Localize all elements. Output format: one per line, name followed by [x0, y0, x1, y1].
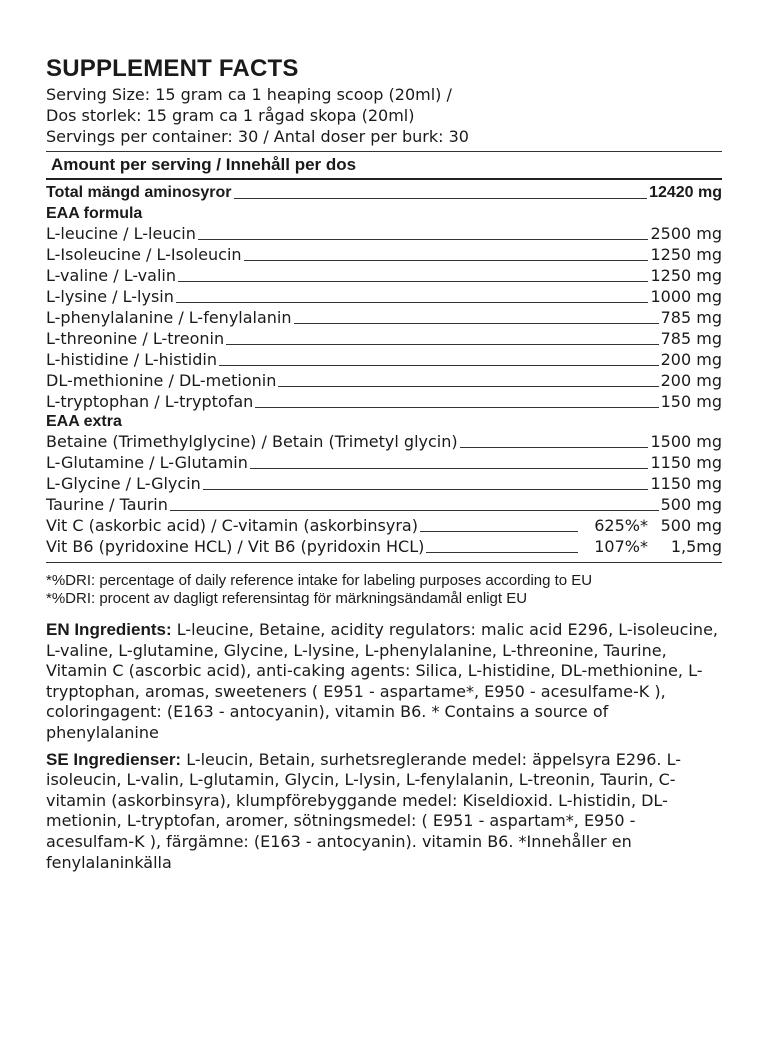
nutrient-row	[46, 536, 722, 557]
nutrient-row	[46, 391, 722, 412]
ingredients-se	[46, 750, 722, 874]
nutrient-name: L-Glutamine / L-Glutamin	[46, 453, 248, 472]
supplement-facts-panel	[46, 54, 722, 873]
leader-line	[244, 260, 649, 261]
nutrient-row	[46, 349, 722, 370]
nutrient-name: L-histidine / L-histidin	[46, 350, 217, 369]
nutrient-amount: 1500 mg	[650, 432, 722, 451]
leader-line	[255, 407, 658, 408]
leader-line	[178, 281, 648, 282]
leader-line	[250, 468, 649, 469]
nutrient-amount: 1250 mg	[650, 245, 722, 264]
leader-line	[460, 447, 649, 448]
amount-per-serving-header: Amount per serving / Innehåll per dos	[51, 155, 357, 174]
nutrient-name: L-Isoleucine / L-Isoleucin	[46, 245, 242, 264]
nutrient-name: DL-methionine / DL-metionin	[46, 371, 277, 390]
leader-line	[294, 323, 659, 324]
ingredients-en	[46, 620, 722, 744]
nutrient-amount: 500 mg	[660, 516, 722, 535]
leader-line	[176, 302, 649, 303]
nutrient-amount: 1000 mg	[650, 287, 722, 306]
nutrient-amount: 200 mg	[660, 371, 722, 390]
divider	[46, 562, 722, 563]
nutrient-amount: 200 mg	[660, 350, 722, 369]
nutrient-row	[46, 494, 722, 515]
dri-footnote-en: *%DRI: percentage of daily reference intake for labeling purposes according to EU	[46, 572, 593, 589]
dri-footnote-se: *%DRI: procent av dagligt referensintag för märkningsändamål enligt EU	[46, 590, 528, 607]
nutrient-row	[46, 286, 722, 307]
nutrient-row	[46, 265, 722, 286]
dri-footnotes	[46, 572, 722, 608]
nutrient-row	[46, 307, 722, 328]
nutrient-name: L-leucine / L-leucin	[46, 224, 196, 243]
nutrient-amount: 1150 mg	[650, 474, 722, 493]
nutrient-name: L-valine / L-valin	[46, 266, 176, 285]
nutrient-row	[46, 370, 722, 391]
total-amino-label: Total mängd aminosyror	[46, 184, 232, 201]
nutrient-amount: 500 mg	[660, 495, 722, 514]
leader-line	[426, 552, 578, 553]
leader-line	[420, 531, 578, 532]
leader-line	[219, 365, 659, 366]
nutrient-amount: 1250 mg	[650, 266, 722, 285]
nutrient-amount: 785 mg	[660, 308, 722, 327]
nutrient-name: Vit B6 (pyridoxine HCL) / Vit B6 (pyridoxin HCL)	[46, 537, 425, 556]
leader-line	[278, 386, 658, 387]
nutrient-dri-percent: 107%*	[594, 537, 648, 556]
nutrient-name: L-lysine / L-lysin	[46, 287, 174, 306]
nutrient-amount: 1,5mg	[670, 537, 722, 556]
nutrient-amount: 150 mg	[660, 392, 722, 411]
ingredients-en-label: EN Ingredients:	[46, 620, 172, 639]
ingredients-se-label: SE Ingredienser:	[46, 749, 182, 769]
serving-size-swedish: Dos storlek: 15 gram ca 1 rågad skopa (20ml)	[46, 106, 415, 125]
servings-per-container: Servings per container: 30 / Antal doser per burk: 30	[46, 127, 469, 146]
nutrient-name: L-tryptophan / L-tryptofan	[46, 392, 254, 411]
nutrient-row	[46, 244, 722, 265]
leader-line	[170, 510, 659, 511]
nutrient-row	[46, 473, 722, 494]
leader-line	[203, 489, 649, 490]
nutrient-row	[46, 328, 722, 349]
leader-line	[198, 239, 649, 240]
eaa-formula-heading: EAA formula	[46, 205, 143, 222]
serving-size: Serving Size: 15 gram ca 1 heaping scoop (20ml) /	[46, 85, 452, 104]
nutrient-name: L-Glycine / L-Glycin	[46, 474, 201, 493]
ingredients-se-text: L-leucin, Betain, surhetsreglerande medel: äppelsyra E296. L-isoleucin, L-valin, L-glutamin, Glycin, L-lysin, L-fenylalanin, L-treonin, Taurin, C-vitamin (askorbinsyra), klumpförebyggande medel: Kiseldioxid. L-histidin, DL-metionin, L-tryptofan, aromer, sötningsmedel: ( E951 - aspartam*, E950 - acesulfam-K ), färgämne: (E163 - antocyanin). vitamin B6. *Innehåller en fenylalaninkälla	[46, 749, 681, 872]
panel-title: SUPPLEMENT FACTS	[46, 55, 299, 82]
divider-thick	[46, 178, 722, 180]
nutrient-row	[46, 515, 722, 536]
nutrient-name: Betaine (Trimethylglycine) / Betain (Trimetyl glycin)	[46, 432, 458, 451]
leader-line	[234, 198, 648, 199]
ingredients-en-text: L-leucine, Betaine, acidity regulators: malic acid E296, L-isoleucine, L-valine, L-glutamine, Glycine, L-lysine, L-phenylalanine, L-threonine, Taurine, Vitamin C (ascorbic acid), anti-caking agents: Silica, L-histidine, DL-methionine, L-tryptophan, aromas, sweeteners ( E951 - aspartame*, E950 - acesulfame-K ), coloringagent: (E163 - antocyanin), vitamin B6. * Contains a source of phenylalanine	[46, 620, 718, 742]
total-amino-amount: 12420 mg	[649, 184, 722, 201]
leader-line	[226, 344, 659, 345]
eaa-extra-heading: EAA extra	[46, 413, 122, 430]
nutrient-row	[46, 223, 722, 244]
nutrient-name: Vit C (askorbic acid) / C-vitamin (askorbinsyra)	[46, 516, 418, 535]
nutrient-row	[46, 452, 722, 473]
nutrient-name: L-threonine / L-treonin	[46, 329, 225, 348]
nutrient-amount: 2500 mg	[650, 224, 722, 243]
nutrient-name: Taurine / Taurin	[46, 495, 168, 514]
eaa-extra-list	[46, 431, 722, 557]
eaa-formula-list	[46, 223, 722, 412]
serving-info	[46, 84, 722, 147]
nutrient-row	[46, 431, 722, 452]
nutrient-amount: 785 mg	[660, 329, 722, 348]
nutrient-name: L-phenylalanine / L-fenylalanin	[46, 308, 292, 327]
total-amino-row	[46, 182, 722, 204]
nutrient-amount: 1150 mg	[650, 453, 722, 472]
nutrient-dri-percent: 625%*	[594, 516, 648, 535]
